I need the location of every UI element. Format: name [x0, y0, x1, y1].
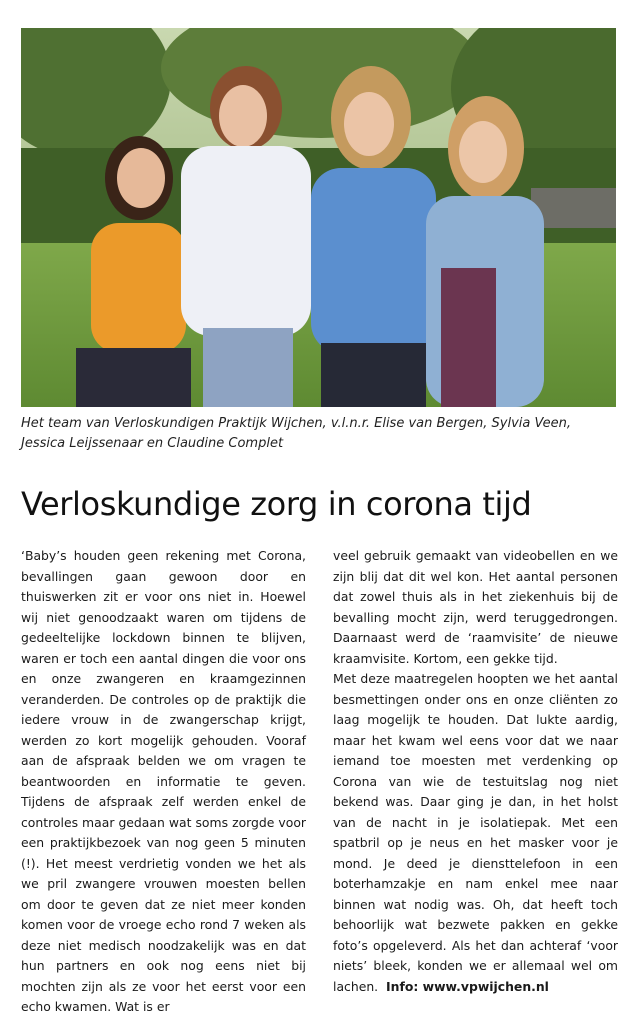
article-paragraph-text: Met deze maatregelen hoopten we het aantal besmettingen onder ons en onze cliënten zo laag mogelijk te houden. Dat lukte aardig, maar het kwam wel eens voor dat we naar iemand toe moesten met verdenking op Corona van wie de testuitslag nog niet bekend was. Daar ging je dan, in het holst van de nacht in je isolatiepak. Met een spatbril op je neus en het masker voor je mond. Je deed je diensttelefoon in een boterhamzakje en nam enkel mee naar binnen wat nodig was. Oh, dat heeft toch behoorlijk wat bezwete pakken en gekke foto’s opgeleverd. Als het dan achteraf ‘voor niets’ bleek, konden we er allemaal wel om lachen. [333, 671, 618, 994]
photo-caption [21, 414, 616, 454]
article-column-right [333, 546, 618, 997]
article-title: Verloskundige zorg in corona tijd [21, 485, 532, 523]
caption-line-1: Het team van Verloskundigen Praktijk Wijchen, v.l.n.r. Elise van Bergen, Sylvia Veen, [21, 416, 571, 431]
info-website: Info: www.vpwijchen.nl [386, 978, 549, 994]
article-column-left [21, 546, 306, 1018]
article-paragraph: ‘Baby’s houden geen rekening met Corona, bevallingen gaan gewoon door en thuiswerken zit er voor ons niet in. Hoewel wij niet genoodzaakt waren om tijdens de gedeeltelijke lockdown binnen te blijven, waren er toch een aantal dingen die voor ons en onze zwangeren en kraamgezinnen veranderden. De controles op de praktijk die iedere vrouw in de zwangerschap krijgt, werden zo kort mogelijk gehouden. Vooraf aan de afspraak belden we om vragen te beantwoorden en informatie te geven. Tijdens de afspraak zelf werden enkel de controles maar gedaan wat soms zorgde voor een praktijkbezoek van nog geen 5 minuten (!). Het meest verdrietig vonden we het als we pril zwangere vrouwen moesten bellen om door te geven dat ze niet meer konden komen voor de vroege echo rond 7 weken als deze niet medisch noodzakelijk was en dat hun partners en ook nog eens niet bij mochten zijn als ze voor het eerst voor een echo kwamen. Wat is er [21, 548, 306, 1014]
team-photo-illustration [21, 28, 616, 407]
article-paragraph: veel gebruik gemaakt van videobellen en we zijn blij dat dit wel kon. Het aantal personen dat zowel thuis als in het ziekenhuis bij de bevalling mocht zijn, werd teruggedrongen. Daarnaast werd de ‘raamvisite’ de nieuwe kraamvisite. Kortom, een gekke tijd. [333, 548, 618, 666]
article-paragraph-last [333, 669, 618, 997]
team-photo [21, 28, 616, 407]
caption-line-2: Jessica Leijssenaar en Claudine Complet [21, 436, 284, 451]
